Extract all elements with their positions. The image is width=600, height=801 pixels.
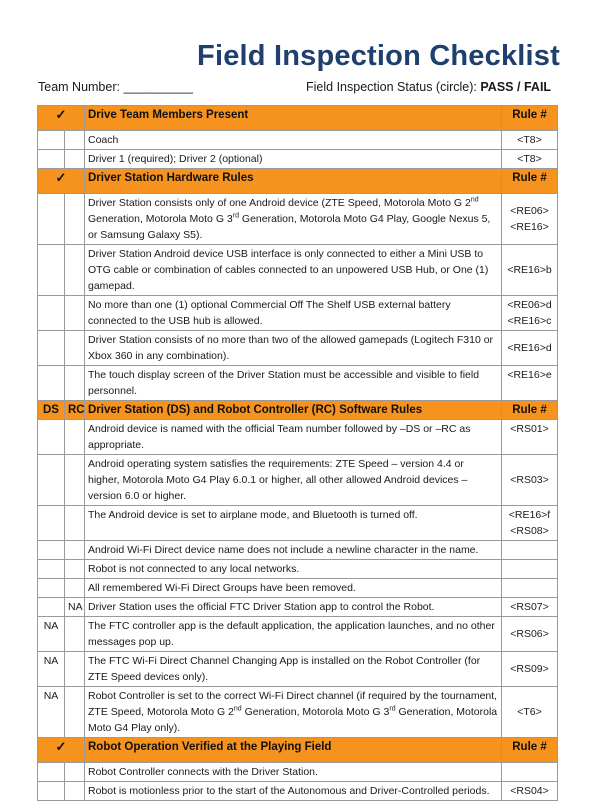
checkbox-cell[interactable] <box>65 296 85 331</box>
rule-ref: <RS03> <box>502 455 558 506</box>
check-mark-icon: ✓ <box>38 169 85 194</box>
checkbox-cell[interactable] <box>38 782 65 801</box>
checkbox-cell[interactable] <box>38 506 65 541</box>
rule-ref: <RE16>e <box>502 366 558 401</box>
rule-ref: <RS01> <box>502 420 558 455</box>
checkbox-cell[interactable] <box>38 150 65 169</box>
rc-cell[interactable] <box>65 652 85 687</box>
item-text: Robot Controller connects with the Driver Station. <box>85 763 502 782</box>
checkbox-cell[interactable] <box>38 560 65 579</box>
rule-header: Rule # <box>502 169 558 194</box>
team-number-field[interactable]: Team Number: __________ <box>38 80 193 94</box>
checkbox-cell[interactable] <box>38 763 65 782</box>
item-text: Driver Station consists only of one Android device (ZTE Speed, Motorola Moto G 2nd Generation, Motorola Moto G 3rd Generation, Motorola Moto G4 Play, Google Nexus 5, or Samsung Galaxy S5). <box>85 194 502 245</box>
table-row <box>38 150 558 169</box>
inspection-status[interactable] <box>306 80 551 94</box>
checkbox-cell[interactable] <box>65 366 85 401</box>
rule-ref: <RS06> <box>502 617 558 652</box>
table-row <box>38 763 558 782</box>
item-text: Android operating system satisfies the requirements: ZTE Speed – version 4.4 or higher, Motorola Moto G4 Play 6.0.1 or higher, all other allowed Android devices – version 6.0 or higher. <box>85 455 502 506</box>
status-fail[interactable]: FAIL <box>523 80 552 94</box>
section-title: Robot Operation Verified at the Playing Field <box>85 738 502 763</box>
item-text: The FTC Wi-Fi Direct Channel Changing App is installed on the Robot Controller (for ZTE Speed devices only). <box>85 652 502 687</box>
checkbox-cell[interactable] <box>38 331 65 366</box>
col-ds-header: DS <box>38 401 65 420</box>
item-text: Robot is not connected to any local networks. <box>85 560 502 579</box>
rule-ref: <T6> <box>502 687 558 738</box>
checkbox-cell[interactable] <box>65 150 85 169</box>
rc-cell[interactable] <box>65 617 85 652</box>
section-header <box>38 169 558 194</box>
rule-ref: <RE06>d <RE16>c <box>502 296 558 331</box>
rule-ref: <T8> <box>502 131 558 150</box>
col-rc-header: RC <box>65 401 85 420</box>
checkbox-cell[interactable] <box>38 579 65 598</box>
item-text: Driver 1 (required); Driver 2 (optional) <box>85 150 502 169</box>
table-row <box>38 506 558 541</box>
rule-ref: <T8> <box>502 150 558 169</box>
checklist-table <box>37 105 558 801</box>
status-pass[interactable]: PASS <box>480 80 514 94</box>
item-text: All remembered Wi-Fi Direct Groups have been removed. <box>85 579 502 598</box>
checkbox-cell[interactable] <box>65 579 85 598</box>
rule-ref: <RS09> <box>502 652 558 687</box>
rule-header: Rule # <box>502 401 558 420</box>
table-row <box>38 245 558 296</box>
checkbox-cell[interactable] <box>65 560 85 579</box>
rule-ref <box>502 763 558 782</box>
rule-ref <box>502 560 558 579</box>
checkbox-cell[interactable] <box>38 366 65 401</box>
item-text: Robot is motionless prior to the start of the Autonomous and Driver-Controlled periods. <box>85 782 502 801</box>
check-mark-icon: ✓ <box>38 106 85 131</box>
rule-ref <box>502 541 558 560</box>
checkbox-cell[interactable] <box>65 131 85 150</box>
ds-cell[interactable]: NA <box>38 687 65 738</box>
checkbox-cell[interactable] <box>65 541 85 560</box>
rule-ref: <RS07> <box>502 598 558 617</box>
table-row <box>38 331 558 366</box>
item-text: Android device is named with the official Team number followed by –DS or –RC as appropriate. <box>85 420 502 455</box>
status-label: Field Inspection Status (circle): <box>306 80 477 94</box>
item-text: Driver Station uses the official FTC Driver Station app to control the Robot. <box>85 598 502 617</box>
table-row <box>38 366 558 401</box>
section-title: Drive Team Members Present <box>85 106 502 131</box>
rule-ref: <RE16>b <box>502 245 558 296</box>
checkbox-cell[interactable] <box>38 296 65 331</box>
checkbox-cell[interactable] <box>65 245 85 296</box>
item-text: Robot Controller is set to the correct Wi-Fi Direct channel (if required by the tournament, ZTE Speed, Motorola Moto G 2nd Generation, Motorola Moto G 3rd Generation, Motorola Moto G4 Play only). <box>85 687 502 738</box>
rule-ref <box>502 579 558 598</box>
checkbox-cell[interactable] <box>65 763 85 782</box>
table-row <box>38 652 558 687</box>
rule-header: Rule # <box>502 106 558 131</box>
rc-cell[interactable]: NA <box>65 598 85 617</box>
ds-cell[interactable] <box>38 598 65 617</box>
ds-cell[interactable]: NA <box>38 617 65 652</box>
checkbox-cell[interactable] <box>38 194 65 245</box>
rule-ref: <RE16>f <RS08> <box>502 506 558 541</box>
item-text: The touch display screen of the Driver Station must be accessible and visible to field personnel. <box>85 366 502 401</box>
section-title: Driver Station Hardware Rules <box>85 169 502 194</box>
ds-cell[interactable]: NA <box>38 652 65 687</box>
checkbox-cell[interactable] <box>65 420 85 455</box>
section-header <box>38 106 558 131</box>
checkbox-cell[interactable] <box>38 455 65 506</box>
checkbox-cell[interactable] <box>38 541 65 560</box>
table-row <box>38 560 558 579</box>
table-row <box>38 579 558 598</box>
table-row <box>38 617 558 652</box>
table-row <box>38 782 558 801</box>
table-row <box>38 296 558 331</box>
table-row <box>38 420 558 455</box>
rule-ref: <RE16>d <box>502 331 558 366</box>
check-mark-icon: ✓ <box>38 738 85 763</box>
checkbox-cell[interactable] <box>65 455 85 506</box>
checkbox-cell[interactable] <box>38 131 65 150</box>
item-text: The FTC controller app is the default application, the application launches, and no other messages pop up. <box>85 617 502 652</box>
rule-ref: <RS04> <box>502 782 558 801</box>
section-header <box>38 401 558 420</box>
table-row <box>38 131 558 150</box>
item-text: Android Wi-Fi Direct device name does not include a newline character in the name. <box>85 541 502 560</box>
checkbox-cell[interactable] <box>65 194 85 245</box>
rule-ref: <RE06> <RE16> <box>502 194 558 245</box>
status-separator: / <box>517 80 521 94</box>
section-header <box>38 738 558 763</box>
item-text: Driver Station consists of no more than two of the allowed gamepads (Logitech F310 or Xbox 360 in any combination). <box>85 331 502 366</box>
checkbox-cell[interactable] <box>65 331 85 366</box>
section-title: Driver Station (DS) and Robot Controller (RC) Software Rules <box>85 401 502 420</box>
checkbox-cell[interactable] <box>65 782 85 801</box>
checkbox-cell[interactable] <box>65 506 85 541</box>
item-text: No more than one (1) optional Commercial Off The Shelf USB external battery connected to the USB hub is allowed. <box>85 296 502 331</box>
rule-header: Rule # <box>502 738 558 763</box>
page-title: Field Inspection Checklist <box>197 40 560 72</box>
item-text: Coach <box>85 131 502 150</box>
table-row <box>38 194 558 245</box>
table-row <box>38 455 558 506</box>
table-row <box>38 598 558 617</box>
table-row <box>38 541 558 560</box>
item-text: Driver Station Android device USB interface is only connected to either a Mini USB to OTG cable or combination of cables connected to an unpowered USB Hub, or One (1) gamepad. <box>85 245 502 296</box>
checkbox-cell[interactable] <box>38 245 65 296</box>
checkbox-cell[interactable] <box>38 420 65 455</box>
item-text: The Android device is set to airplane mode, and Bluetooth is turned off. <box>85 506 502 541</box>
